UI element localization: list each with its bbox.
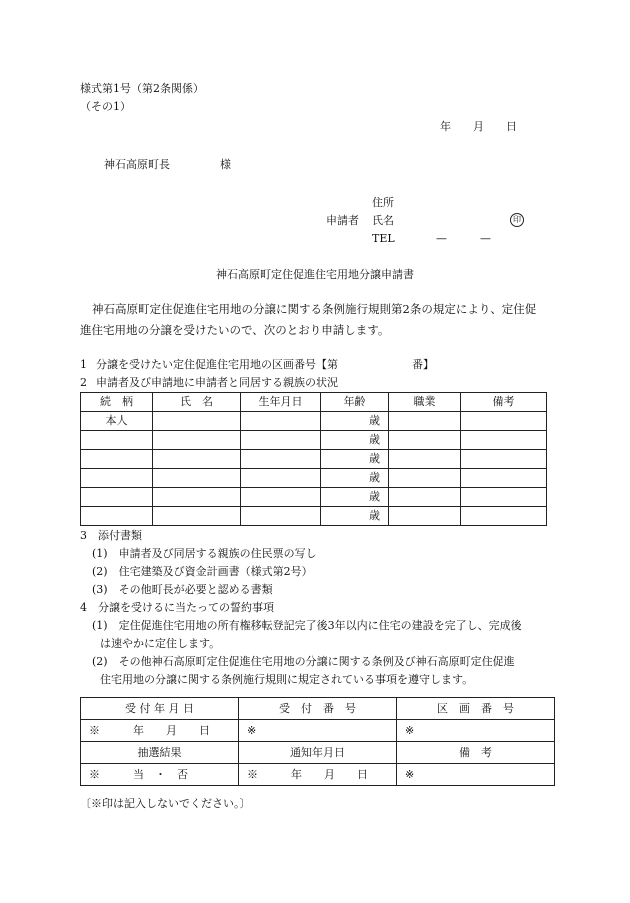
receipt-number-header: 受 付 番 号 bbox=[239, 698, 397, 720]
item-1-number: 1 bbox=[80, 358, 87, 371]
office-row-2 bbox=[81, 720, 555, 742]
notice-date-header: 通知年月日 bbox=[239, 742, 397, 764]
lottery-result-header: 抽選結果 bbox=[81, 742, 239, 764]
form-sub-number: （その1） bbox=[80, 100, 131, 113]
remarks-header: 備 考 bbox=[397, 742, 555, 764]
attachment-item-2: (2) 住宅建築及び資金計画書（様式第2号） bbox=[92, 565, 313, 578]
age-unit: 歳 bbox=[321, 488, 389, 507]
seal-icon: 印 bbox=[510, 213, 524, 227]
seal-mark bbox=[510, 212, 524, 227]
tel-label: TEL bbox=[372, 232, 395, 245]
header-occupation: 職業 bbox=[389, 393, 461, 412]
age-unit: 歳 bbox=[321, 431, 389, 450]
pledge-item-2-line-1: (2) その他神石高原町定住促進住宅用地の分譲に関する条例及び神石高原町定住促進 bbox=[92, 655, 515, 668]
pledge-heading: 4 分譲を受けるに当たっての誓約事項 bbox=[80, 601, 274, 614]
pledge-item-2-line-2: 住宅用地の分譲に関する条例施行規則に規定されている事項を遵守します。 bbox=[100, 673, 474, 686]
receipt-date-cell: ※ 年 月 日 bbox=[81, 720, 239, 742]
pledge-item-1-line-1: (1) 定住促進住宅用地の所有権移転登記完了後3年以内に住宅の建設を完了し、完成後 bbox=[92, 619, 522, 632]
office-use-table bbox=[80, 697, 555, 786]
relation-self: 本人 bbox=[81, 412, 153, 431]
table-row bbox=[81, 412, 547, 431]
attachment-item-1: (1) 申請者及び同居する親族の住民票の写し bbox=[92, 547, 317, 560]
item-1-end: 番】 bbox=[412, 358, 434, 371]
table-row bbox=[81, 450, 547, 469]
item-1-text: 分譲を受けたい定住促進住宅用地の区画番号【第 bbox=[96, 358, 338, 371]
age-unit: 歳 bbox=[321, 507, 389, 526]
office-row-1 bbox=[81, 698, 555, 720]
body-line-2: 進住宅用地の分譲を受けたいので、次のとおり申請します。 bbox=[80, 323, 390, 337]
lottery-result-cell: ※ 当 ・ 否 bbox=[81, 764, 239, 786]
family-table-header bbox=[81, 393, 547, 412]
age-unit: 歳 bbox=[321, 469, 389, 488]
office-row-3 bbox=[81, 742, 555, 764]
form-number: 様式第1号（第2条関係） bbox=[80, 82, 204, 95]
name-label: 氏名 bbox=[372, 214, 394, 227]
table-row bbox=[81, 469, 547, 488]
remarks-cell: ※ bbox=[397, 764, 555, 786]
body-line-1: 神石高原町定住促進住宅用地の分譲に関する条例施行規則第2条の規定により、定住促 bbox=[92, 302, 537, 316]
table-row bbox=[81, 488, 547, 507]
age-unit: 歳 bbox=[321, 450, 389, 469]
address-label: 住所 bbox=[372, 196, 394, 209]
attachments-heading: 3 添付書類 bbox=[80, 529, 142, 542]
addressee: 神石高原町長 bbox=[104, 158, 170, 171]
lot-number-header: 区 画 番 号 bbox=[397, 698, 555, 720]
receipt-date-header: 受 付 年 月 日 bbox=[81, 698, 239, 720]
applicant-role-label: 申請者 bbox=[326, 214, 359, 227]
table-row bbox=[81, 507, 547, 526]
lot-number-cell: ※ bbox=[397, 720, 555, 742]
attachment-item-3: (3) その他町長が必要と認める書類 bbox=[92, 583, 273, 596]
tel-dashes: — — bbox=[436, 232, 491, 245]
header-name: 氏 名 bbox=[153, 393, 241, 412]
honorific: 様 bbox=[220, 158, 231, 171]
item-2-text: 申請者及び申請地に申請者と同居する親族の状況 bbox=[96, 376, 338, 389]
family-table bbox=[80, 392, 547, 526]
footnote: 〔※印は記入しないでください。〕 bbox=[80, 797, 251, 810]
item-2-number: 2 bbox=[80, 376, 87, 389]
header-age: 年齢 bbox=[321, 393, 389, 412]
pledge-item-1-line-2: は速やかに定住します。 bbox=[100, 637, 221, 650]
office-row-4 bbox=[81, 764, 555, 786]
receipt-number-cell: ※ bbox=[239, 720, 397, 742]
notice-date-cell: ※ 年 月 日 bbox=[239, 764, 397, 786]
table-row bbox=[81, 431, 547, 450]
header-birthdate: 生年月日 bbox=[241, 393, 321, 412]
header-remarks: 備考 bbox=[461, 393, 547, 412]
document-title: 神石高原町定住促進住宅用地分譲申請書 bbox=[216, 268, 414, 281]
header-relation: 続 柄 bbox=[81, 393, 153, 412]
age-unit: 歳 bbox=[321, 412, 389, 431]
date-line: 年 月 日 bbox=[440, 120, 517, 133]
